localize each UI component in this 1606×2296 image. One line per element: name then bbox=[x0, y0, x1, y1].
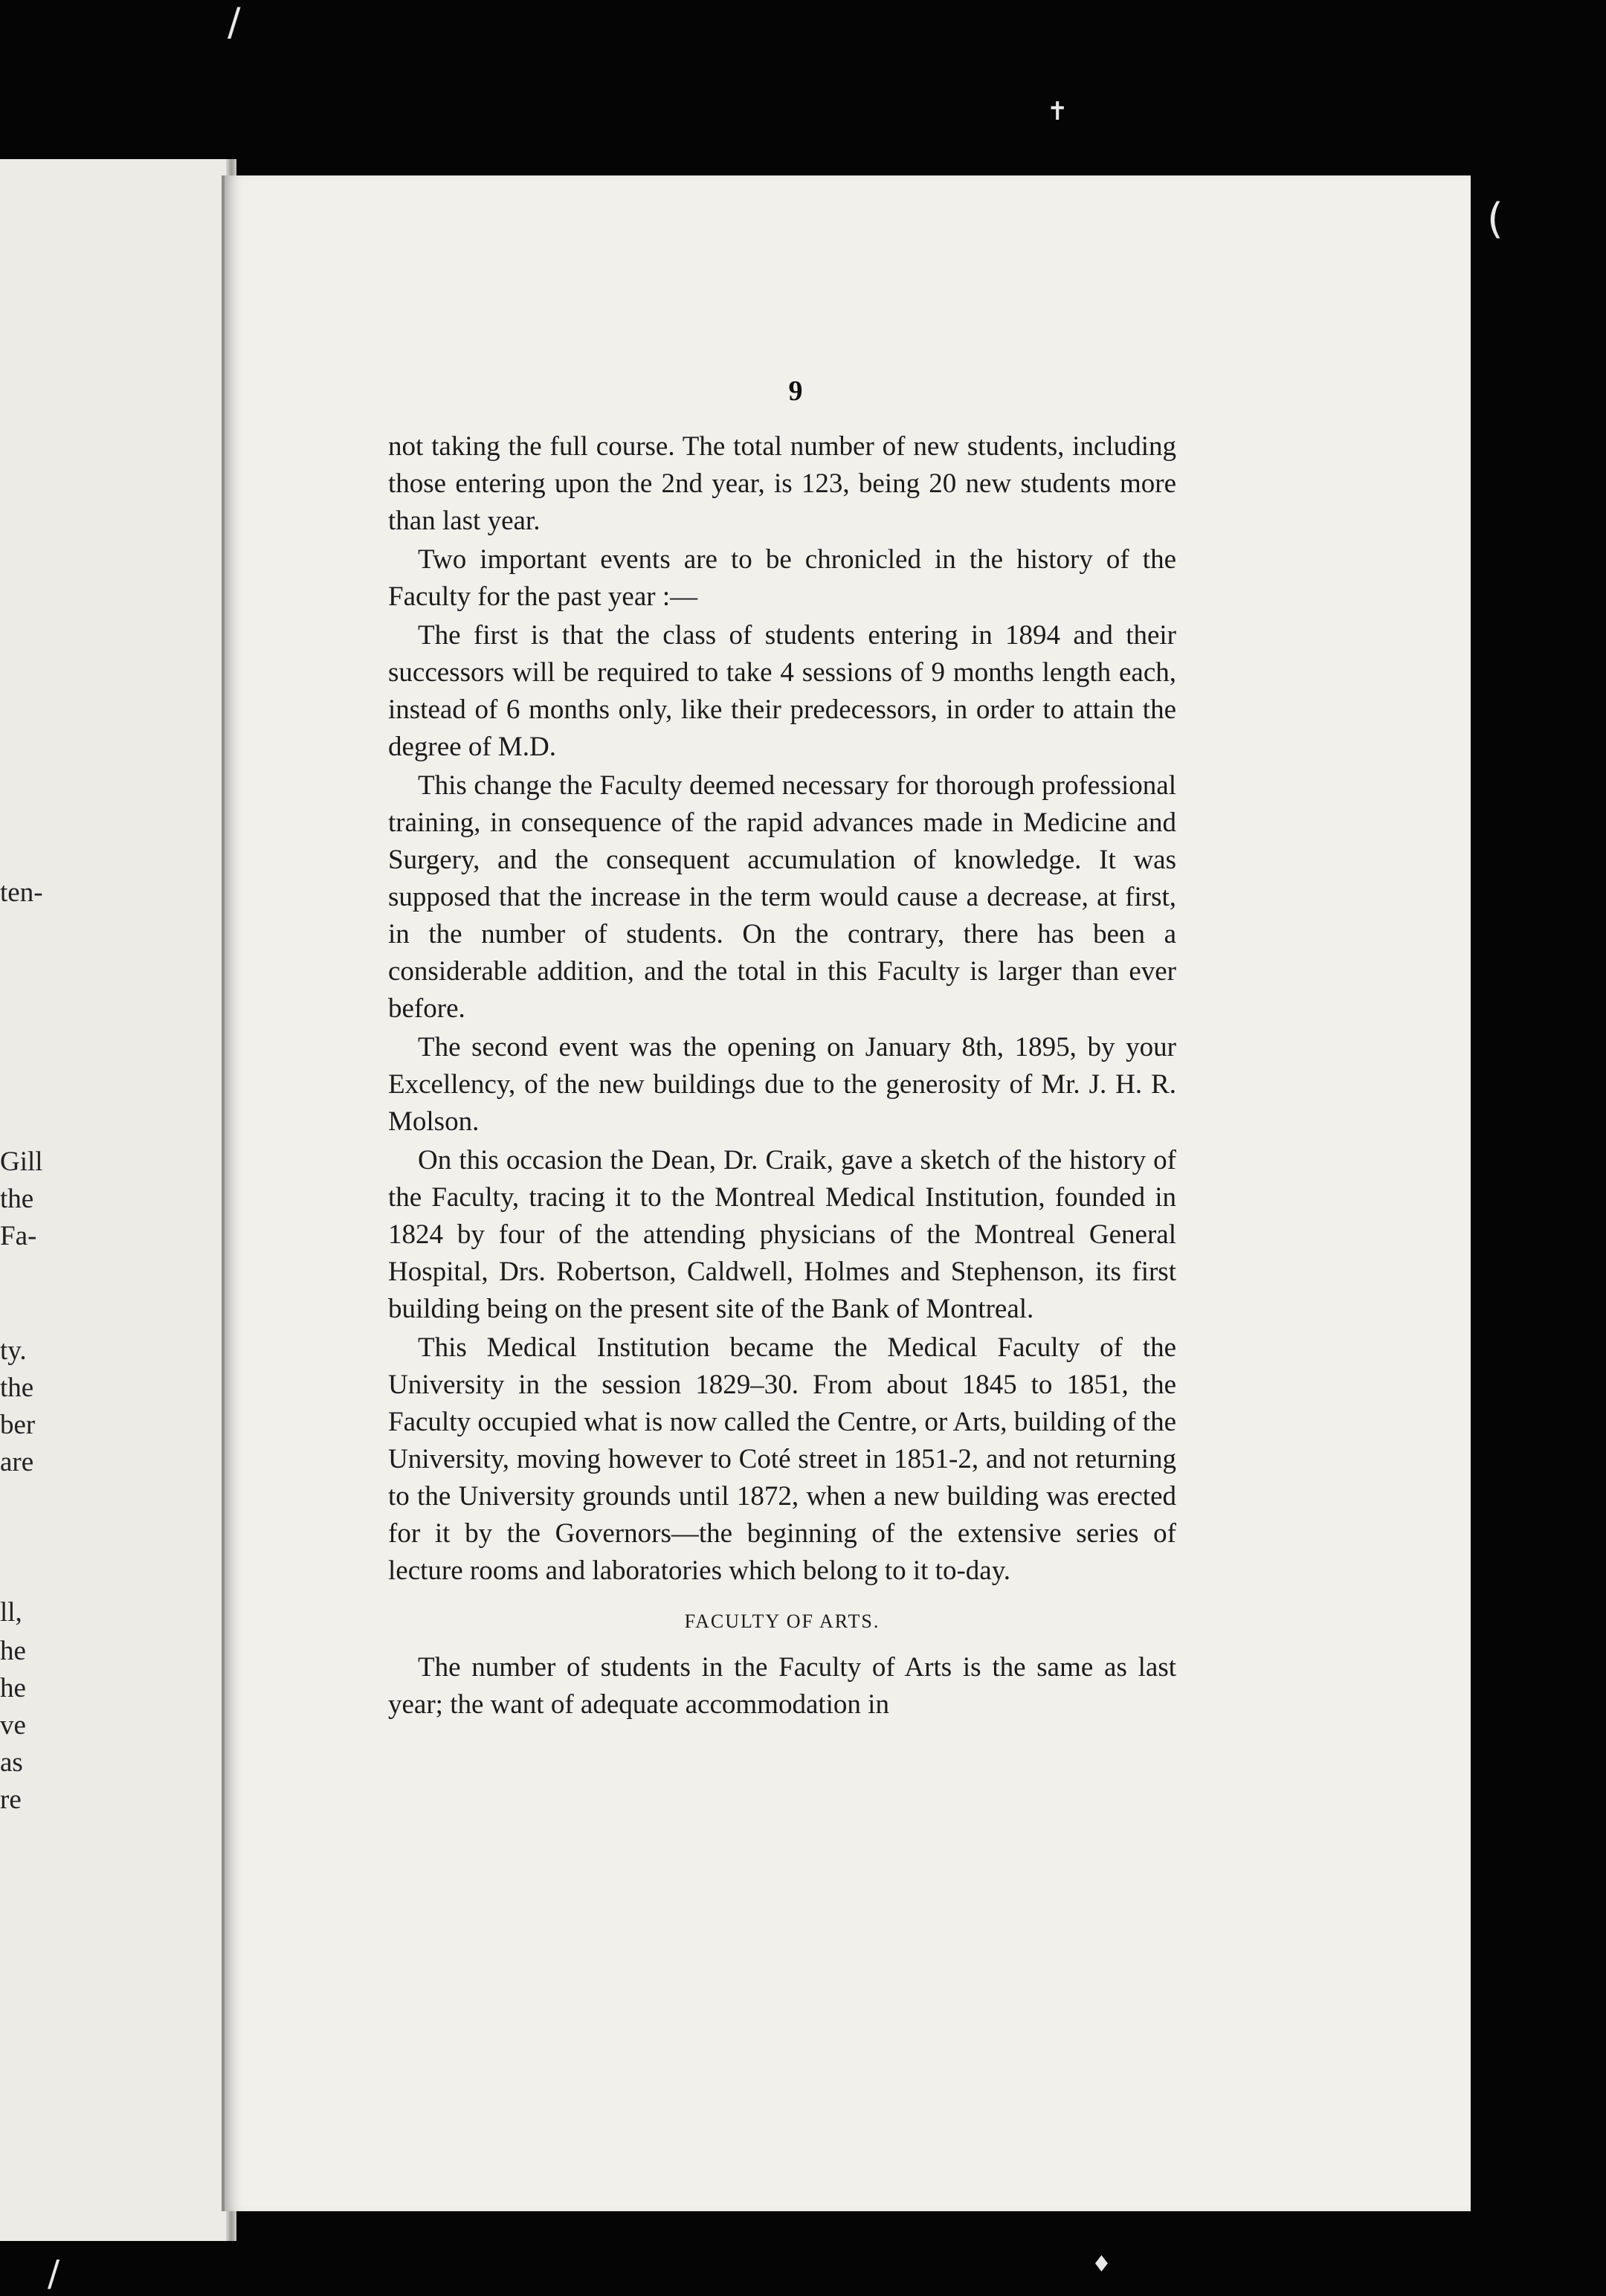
paragraph: The second event was the opening on January 8th, 1895, by your Excellency, of the new buildings due to the generosity of Mr. J. H. R. Molson. bbox=[388, 1032, 1176, 1137]
body-text bbox=[388, 428, 1176, 1723]
scan-mark: ✝ bbox=[1047, 97, 1068, 126]
paragraph: Two important events are to be chronicled in the history of the Faculty for the past year :— bbox=[388, 544, 1176, 612]
left-page-fragment: ber bbox=[0, 1410, 36, 1440]
left-page-fragment: ten- bbox=[0, 877, 43, 908]
left-page-fragment: Gill bbox=[0, 1147, 43, 1177]
left-page-fragment: re bbox=[0, 1784, 22, 1815]
paragraph: The number of students in the Faculty of Arts is the same as last year; the want of adequate accommodation in bbox=[388, 1652, 1176, 1720]
left-page-fragment: ty. bbox=[0, 1335, 27, 1366]
paragraph: This change the Faculty deemed necessary for thorough professional training, in consequence of the rapid advances made in Medicine and Surgery, and the consequent accumulation of knowledge. It was supposed that the increase in the term would cause a decrease, at first, in the number of students. On the contrary, there has been a considerable addition, and the total in this Faculty is larger than ever before. bbox=[388, 770, 1176, 1024]
paragraph: not taking the full course. The total number of new students, including those entering upon the 2nd year, is 123, being 20 new students more than last year. bbox=[388, 431, 1176, 536]
left-page-fragment: the bbox=[0, 1184, 34, 1214]
scan-mark: ♦ bbox=[1091, 2251, 1112, 2277]
left-page-fragment: ve bbox=[0, 1710, 26, 1741]
paragraph: On this occasion the Dean, Dr. Craik, gave a sketch of the history of the Faculty, tracing it to the Montreal Medical Institution, founded in 1824 by four of the attending physicians of the Montreal General Hospital, Drs. Robertson, Caldwell, Holmes and Stephenson, its first building being on the present site of the Bank of Montreal. bbox=[388, 1145, 1176, 1324]
scan-mark: ( bbox=[1487, 195, 1503, 243]
left-page-fragment: he bbox=[0, 1636, 26, 1666]
left-page-fragment: as bbox=[0, 1747, 23, 1778]
left-page-fragment: ll, bbox=[0, 1597, 22, 1628]
paragraph: The first is that the class of students entering in 1894 and their successors will be required to take 4 sessions of 9 months length each, instead of 6 months only, like their predecessors, in order to attain the degree of M.D. bbox=[388, 620, 1176, 762]
section-heading: FACULTY OF ARTS. bbox=[684, 1610, 880, 1632]
page-number: 9 bbox=[788, 375, 803, 407]
previous-page bbox=[0, 159, 236, 2241]
left-page-fragment: the bbox=[0, 1373, 34, 1403]
left-page-fragment: are bbox=[0, 1447, 34, 1477]
left-page-fragment: Fa- bbox=[0, 1221, 37, 1251]
paragraph: This Medical Institution became the Medical Faculty of the University in the session 1829–30. From about 1845 to 1851, the Faculty occupied what is now called the Centre, or Arts, building of the University, moving however to Coté street in 1851-2, and not returning to the University grounds until 1872, when a new building was erected for it by the Governors—the beginning of the extensive series of lecture rooms and laboratories which belong to it to-day. bbox=[388, 1332, 1176, 1586]
left-page-fragment: he bbox=[0, 1673, 26, 1703]
scan-mark: / bbox=[228, 0, 241, 45]
scan-mark: / bbox=[48, 2253, 60, 2295]
